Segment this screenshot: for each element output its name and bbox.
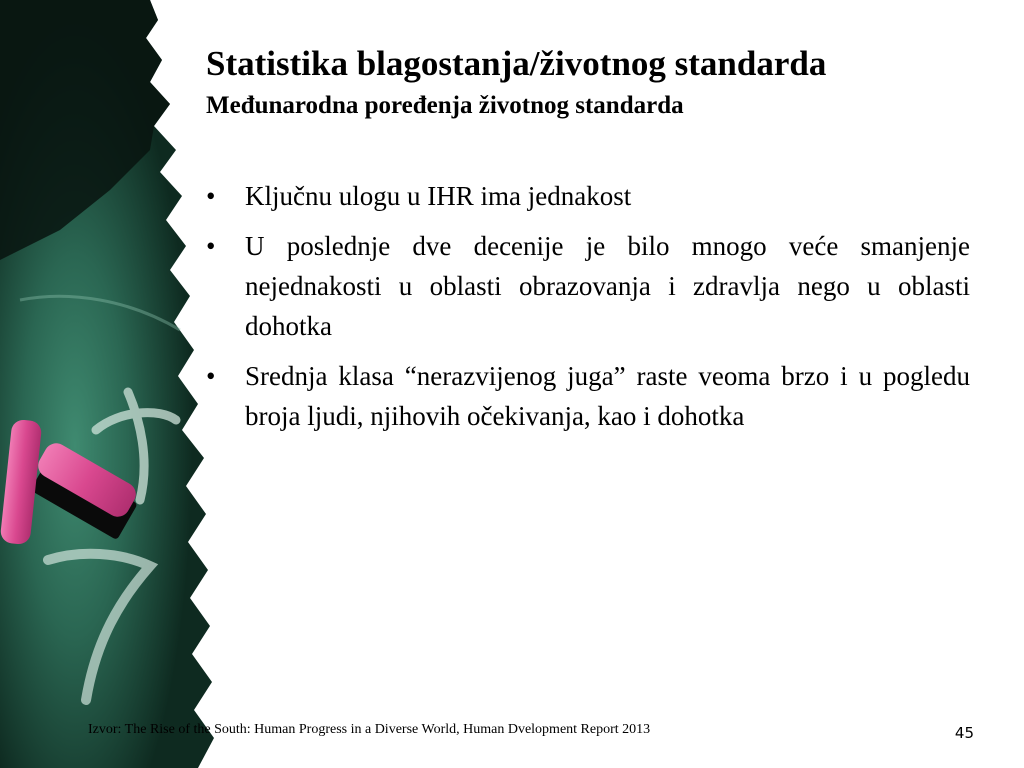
bullet-text: Srednja klasa “nerazvijenog juga” raste veoma brzo i u pogledu broja ljudi, njihovih očekivanja, kao i dohotka: [245, 361, 970, 431]
chalkboard-decoration: [0, 0, 240, 768]
bullet-item: [206, 356, 970, 436]
bullet-text: Ključnu ulogu u IHR ima jednakost: [245, 181, 632, 211]
bullet-marker: •: [206, 361, 216, 391]
bullet-marker: •: [206, 181, 216, 211]
bullet-item: [206, 226, 970, 346]
bullet-text: U poslednje dve decenije je bilo mnogo veće smanjenje nejednakosti u oblasti obrazovanja i zdravlja nego u oblasti dohotka: [245, 231, 970, 341]
bullet-item: [206, 176, 970, 216]
slide-subtitle: Međunarodna poređenja životnog standarda: [206, 92, 684, 119]
page-number: 45: [954, 724, 974, 742]
bullet-list: [206, 176, 970, 446]
bullet-marker: •: [206, 231, 216, 261]
slide-title: Statistika blagostanja/životnog standarda: [206, 44, 827, 83]
source-footnote: Izvor: The Rise of the South: Human Progress in a Diverse World, Human Dvelopment Report 2013: [88, 722, 651, 737]
